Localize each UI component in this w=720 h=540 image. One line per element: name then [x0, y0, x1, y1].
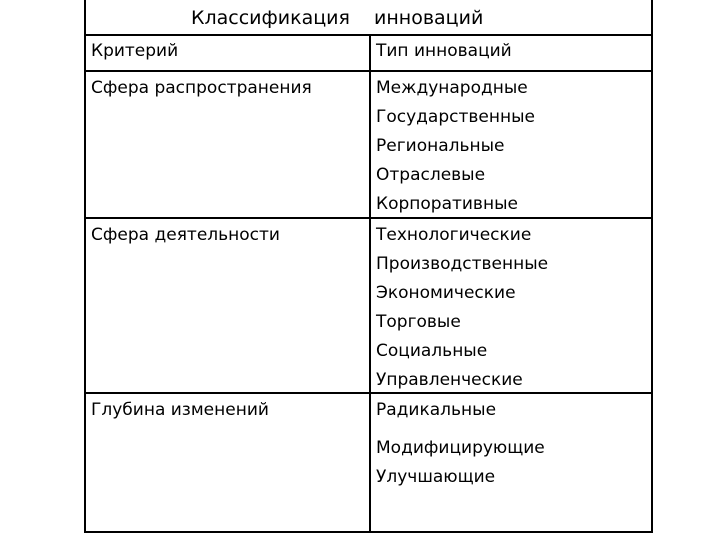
- type-item: Модифицирующие: [376, 438, 545, 458]
- type-item: Экономические: [376, 283, 516, 303]
- header-criterion: Критерий: [91, 41, 179, 61]
- row-criterion: Сфера деятельности: [91, 225, 280, 245]
- type-item: Социальные: [376, 341, 488, 361]
- type-item: Радикальные: [376, 400, 497, 420]
- type-item: Улучшающие: [376, 467, 496, 487]
- row-types: [376, 396, 545, 487]
- type-item: Региональные: [376, 136, 505, 156]
- title-word-2: инноваций: [374, 7, 484, 29]
- row-criterion: Сфера распространения: [91, 78, 312, 98]
- type-item: Технологические: [376, 225, 532, 245]
- row-types: [376, 74, 535, 219]
- type-item: Международные: [376, 78, 528, 98]
- table-title: [84, 6, 653, 34]
- header-type: Тип инноваций: [376, 41, 512, 61]
- type-item: Корпоративные: [376, 194, 518, 214]
- row-types: [376, 221, 548, 395]
- type-item: Производственные: [376, 254, 549, 274]
- title-word-1: Классификация: [191, 7, 350, 29]
- column-divider: [369, 34, 371, 533]
- row-criterion: Глубина изменений: [91, 400, 269, 420]
- type-item: Торговые: [376, 312, 461, 332]
- type-item: Государственные: [376, 107, 535, 127]
- type-item: Отраслевые: [376, 165, 486, 185]
- type-item: Управленческие: [376, 370, 523, 390]
